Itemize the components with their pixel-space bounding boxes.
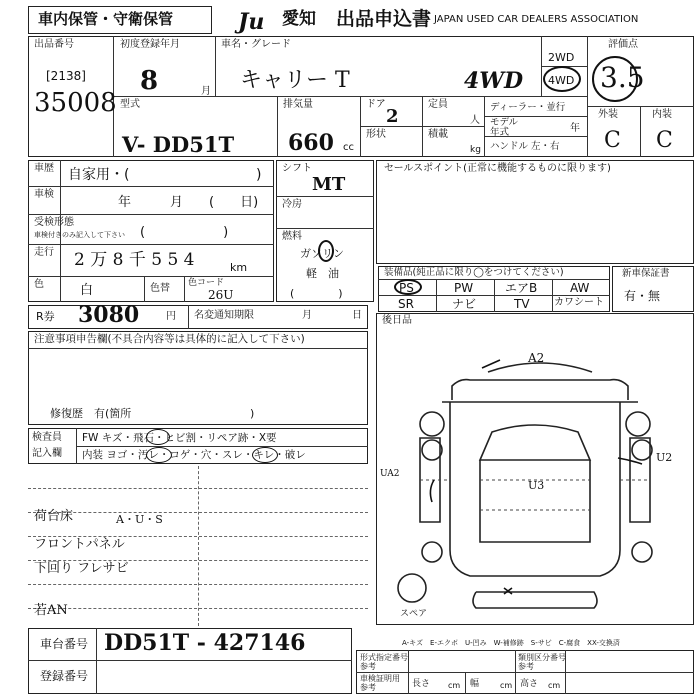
interior-value: C [656,128,673,153]
doors-value: 2 [386,106,399,127]
fuel-diesel: 軽 油 [306,267,339,280]
notice-label: 名変通知期限 [194,310,254,321]
wheel-rl [422,542,442,562]
color-label: 色 [34,279,44,290]
inspector-label: 検査員 [32,432,62,443]
mark-stain [146,447,172,463]
lot-number: 35008 [34,88,117,118]
width-label: 幅 [470,679,480,689]
notice-day: 日 [352,310,362,321]
recycle-value: 3080 [78,302,140,328]
handle-label: ハンドル 左・右 [490,141,560,152]
model-cert-label: 形式指定番号 参考 [360,653,408,671]
dealer-label: ディーラー・並行 [490,102,566,113]
equipment-label: 装備品(純正品に限り◯をつけてください) [384,267,564,278]
fuel-gasoline-mark [318,240,334,262]
height-label: 高さ [520,679,539,689]
diagram-legend: A-キズ E-エクボ U-凹み W-補修跡 S-サビ C-腐食 XX-交換済 [402,639,620,647]
receipt-paren: ( ) [140,225,229,240]
model-label: 型式 [120,99,140,110]
exterior-value: C [604,128,621,153]
equip-seat: カワシート [554,297,604,308]
drive-value: 4WD [464,68,524,94]
note-line1: 荷台床 [34,509,74,524]
load-label: 積載 [428,129,448,140]
brand-region: 愛知 [282,9,316,29]
wheel-fr [632,440,652,460]
name-label: 車名・グレード [221,39,291,50]
disp-value: 660 [288,130,334,156]
caution-label: 注意事項申告欄(不具合内容等は具体的に記入して下さい) [34,333,305,345]
year-unit: 年 [570,123,580,134]
entry-label: 記入欄 [32,448,62,459]
height-unit: cm [548,681,561,690]
chassis-label: 車台番号 [40,637,89,651]
capacity-unit: 人 [470,115,480,126]
model-year-label: モデル 年式 [490,117,519,138]
assoc-name: JAPAN USED CAR DEALERS ASSOCIATION [434,14,639,25]
history-label: 車歴 [34,163,54,174]
equip-navi: ナビ [452,297,477,311]
spare-label: スペア [400,609,428,619]
ju-logo [236,9,280,35]
note-line1-suffix: A・U・S [116,513,163,526]
after-label: 後日品 [382,315,412,326]
chassis-value: DD51T - 427146 [104,630,306,656]
lot-sub: [2138] [46,69,86,83]
color-swap-label: 色替 [150,283,170,294]
form-title: 出品申込書 [336,8,432,30]
drive-2wd: 2WD [548,51,575,64]
right-mirror [626,412,650,436]
wheel-rr [632,542,652,562]
exterior-label: 外装 [598,109,618,120]
color-code-value: 26U [208,288,234,302]
mileage-label: 走行 [34,247,54,258]
note-line4: 若AN [34,603,68,618]
history-close: ) [256,167,262,183]
color-code-label: 色コード [188,278,225,288]
repair-close: ) [250,407,255,420]
diagram-label-a2: A2 [528,351,545,365]
fuel-paren: ( ) [290,287,343,300]
equip-airbag: エアB [505,281,538,295]
fuel-label: 燃料 [282,231,302,242]
sales-label: セールスポイント(正常に機能するものに限ります) [384,163,611,174]
fuel-gasoline: ガソリン [300,247,344,260]
model-value: V- DD51T [122,132,235,157]
equip-sr: SR [398,297,414,311]
score-label: 評価点 [608,39,638,50]
equip-pw: PW [454,281,474,295]
warranty-label: 新車保証書 [622,268,670,279]
load-unit: kg [470,145,481,155]
repair-label: 修復歴 有(箇所 [50,407,132,420]
color-value: 白 [80,283,94,298]
ac-label: 冷房 [282,199,302,210]
recycle-label: R券 [36,310,55,323]
notice-month: 月 [302,310,312,321]
equip-ps: PS [399,281,414,295]
first-reg-value: 8 [140,66,159,96]
receipt-label: 受検形態 [34,217,74,228]
score-value: 3.5 [600,61,645,94]
inspection-text: 年 月 ( 日) [118,195,259,210]
doors-label: ドア [366,99,386,110]
storage-label: 車内保管・守衛保管 [38,10,174,28]
diagram-label-u2: U2 [656,451,673,464]
first-reg-month: 月 [201,86,211,97]
capacity-label: 定員 [428,99,448,110]
length-label: 長さ [412,679,431,689]
name-value: キャリー T [240,68,350,93]
first-reg-label: 初度登録年月 [120,39,180,50]
inspection-label: 車検 [34,189,54,200]
interior-label: 内装 [652,109,672,120]
reg-label: 登録番号 [40,669,89,683]
shift-label: シフト [282,163,312,174]
diagram-label-u3: U3 [528,479,545,492]
cert-label: 車検証明用 参考 [360,674,400,692]
mileage-unit: km [230,261,248,274]
spare-tire [398,574,426,602]
equip-ps-circle [394,279,422,295]
width-unit: cm [500,681,513,690]
equip-tv: TV [514,297,530,311]
windscreen [480,425,590,460]
mark-scuff [252,447,278,463]
drive-4wd-circle [543,66,581,92]
note-line3: 下回り フレサビ [34,561,129,576]
inspect-row2: 内装 ヨゴ・汚レ・コゲ・穴・スレ・キレ・破レ [82,449,306,461]
shift-value: MT [312,174,346,195]
note-line2: フロントパネル [34,537,125,552]
equip-aw: AW [570,281,590,295]
left-mirror [420,412,444,436]
recycle-unit: 円 [166,311,176,322]
mileage-value: 2 万 8 千 5 5 4 [74,250,195,270]
receipt-note: 車検付きのみ記入して下さい [34,231,125,239]
shape-label: 形状 [366,129,386,140]
sales-frame [376,160,694,264]
mark-stone-chip [146,429,170,445]
drive-4wd: 4WD [548,74,575,87]
warranty-options: 有・無 [624,289,661,303]
inspect-row1: FW キズ・飛石・ヒビ割・リペア跡・X要 [82,432,277,444]
wheel-fl [422,440,442,460]
length-unit: cm [448,681,461,690]
diagram-label-ua2: UA2 [380,469,400,479]
rear-bumper [473,592,597,608]
disp-unit: cc [343,142,354,153]
disp-label: 排気量 [283,99,313,110]
lot-label: 出品番号 [34,39,74,50]
history-value: 自家用・( [68,167,130,183]
class-label: 類別区分番号 参考 [518,653,566,671]
ju-logo-text: Ju [238,9,265,35]
